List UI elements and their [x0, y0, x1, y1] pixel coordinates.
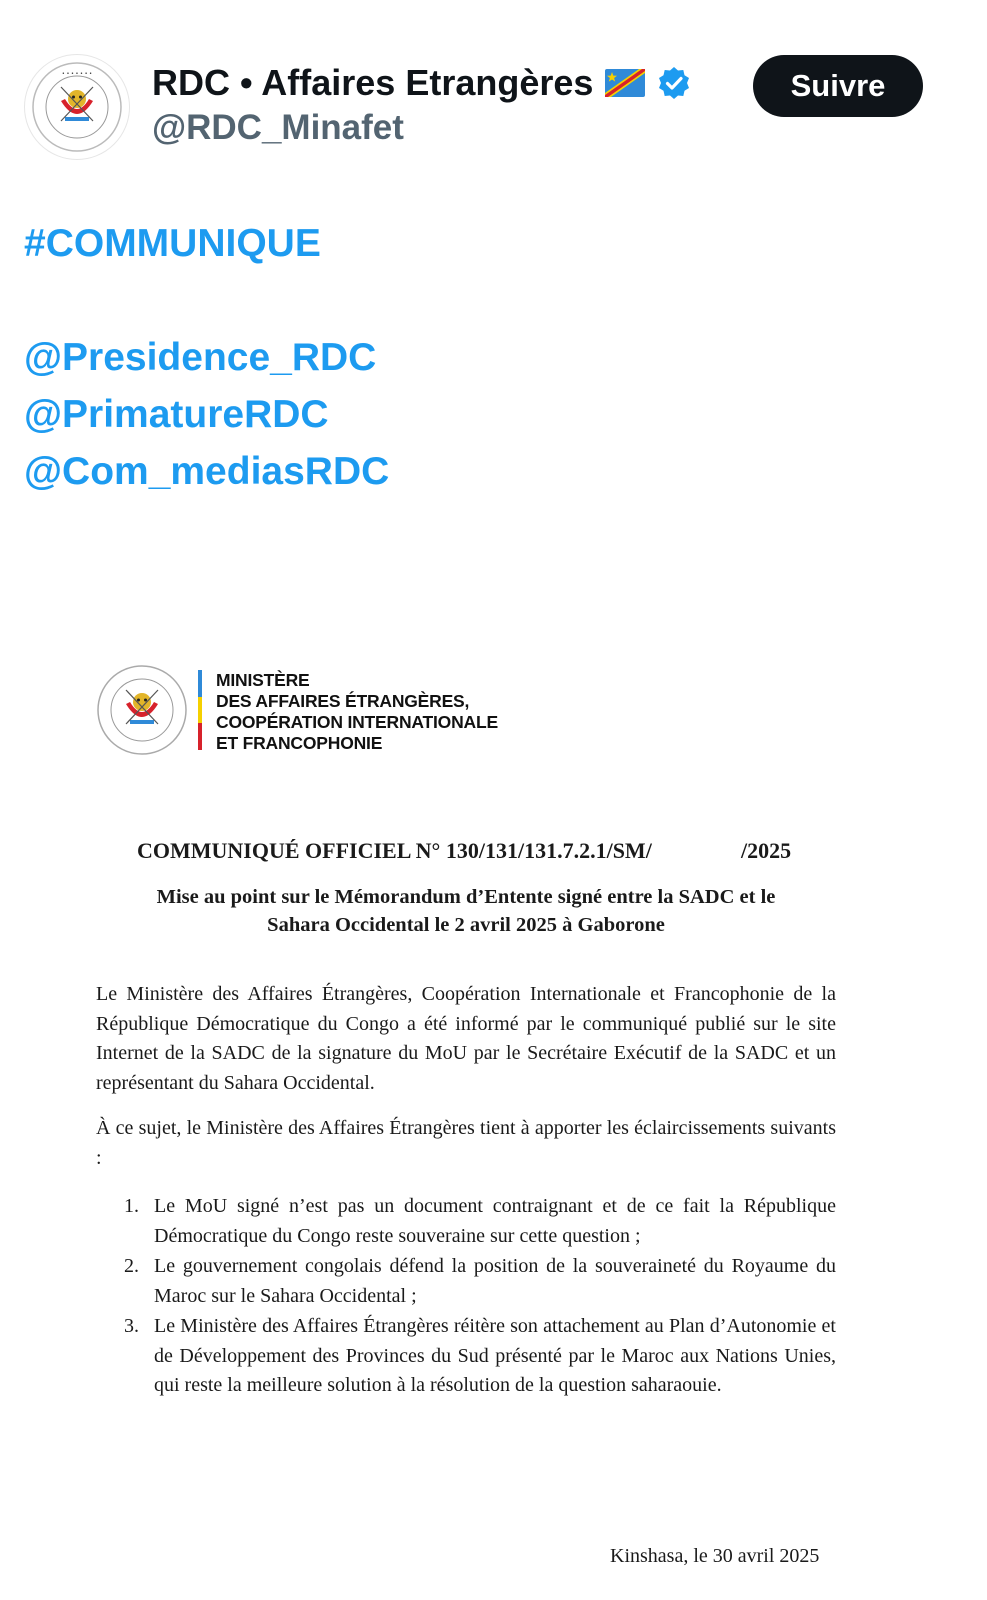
communique-subject — [96, 883, 836, 939]
communique-year: /2025 — [741, 838, 792, 863]
display-name[interactable] — [152, 62, 691, 104]
ministry-heading — [216, 670, 498, 754]
hashtag-link[interactable]: #COMMUNIQUE — [24, 222, 321, 265]
avatar[interactable] — [24, 54, 130, 160]
verified-badge-icon — [657, 66, 691, 100]
list-item-text: Le Ministère des Affaires Étrangères réitère son attachement au Plan d’Autonomie et de Développement des Provinces du Sud présenté par le Maroc aux Nations Unies, qui reste la meilleure solution à la résolution de la question saharaouie. — [154, 1315, 836, 1397]
svg-text:• • • • • • •: • • • • • • • — [61, 71, 93, 77]
ministry-line: ET FRANCOPHONIE — [216, 733, 383, 753]
user-handle[interactable]: @RDC_Minafet — [152, 108, 404, 147]
list-item-text: Le gouvernement congolais défend la position de la souveraineté du Royaume du Maroc sur le Sahara Occidental ; — [154, 1255, 836, 1307]
list-item — [124, 1312, 836, 1401]
display-name-text: RDC • Affaires Etrangères — [152, 62, 594, 103]
government-seal-icon — [31, 61, 123, 153]
list-item-text: Le MoU signé n’est pas un document contraignant et de ce fait la République Démocratique du Congo reste souveraine sur cette question ; — [154, 1195, 836, 1247]
signoff-date: Kinshasa, le 30 avril 2025 — [610, 1545, 820, 1567]
ministry-line: MINISTÈRE — [216, 670, 310, 690]
communique-number: COMMUNIQUÉ OFFICIEL N° 130/131/131.7.2.1/SM/ — [137, 838, 652, 863]
communique-document-image[interactable] — [0, 640, 987, 1600]
government-seal-icon — [96, 664, 188, 756]
mention-link[interactable]: @Presidence_RDC — [24, 336, 377, 379]
flag-color-bar — [198, 670, 202, 750]
second-paragraph: À ce sujet, le Ministère des Affaires Étrangères tient à apporter les éclaircissements suivants : — [96, 1117, 836, 1169]
ministry-line: COOPÉRATION INTERNATIONALE — [216, 712, 498, 732]
list-item — [124, 1252, 836, 1311]
communique-title — [137, 838, 792, 864]
mention-link[interactable]: @Com_mediasRDC — [24, 450, 390, 493]
list-item — [124, 1192, 836, 1251]
subject-line: Sahara Occidental le 2 avril 2025 à Gaborone — [267, 914, 665, 936]
list-item-number: 3. — [124, 1315, 139, 1337]
tweet-header — [0, 0, 987, 170]
subject-line: Mise au point sur le Mémorandum d’Entente signé entre la SADC et le — [156, 886, 776, 908]
mention-link[interactable]: @PrimatureRDC — [24, 393, 329, 436]
follow-button[interactable]: Suivre — [753, 55, 923, 117]
drc-flag-icon — [605, 69, 645, 97]
ministry-line: DES AFFAIRES ÉTRANGÈRES, — [216, 691, 470, 711]
list-item-number: 1. — [124, 1195, 139, 1217]
list-item-number: 2. — [124, 1255, 139, 1277]
intro-paragraph: Le Ministère des Affaires Étrangères, Coopération Internationale et Francophonie de la République Démocratique du Congo a été informé par le communiqué publié sur le site Internet de la SADC de la signature du MoU par le Secrétaire Exécutif de la SADC et un représentant du Sahara Occidental. — [96, 983, 836, 1095]
